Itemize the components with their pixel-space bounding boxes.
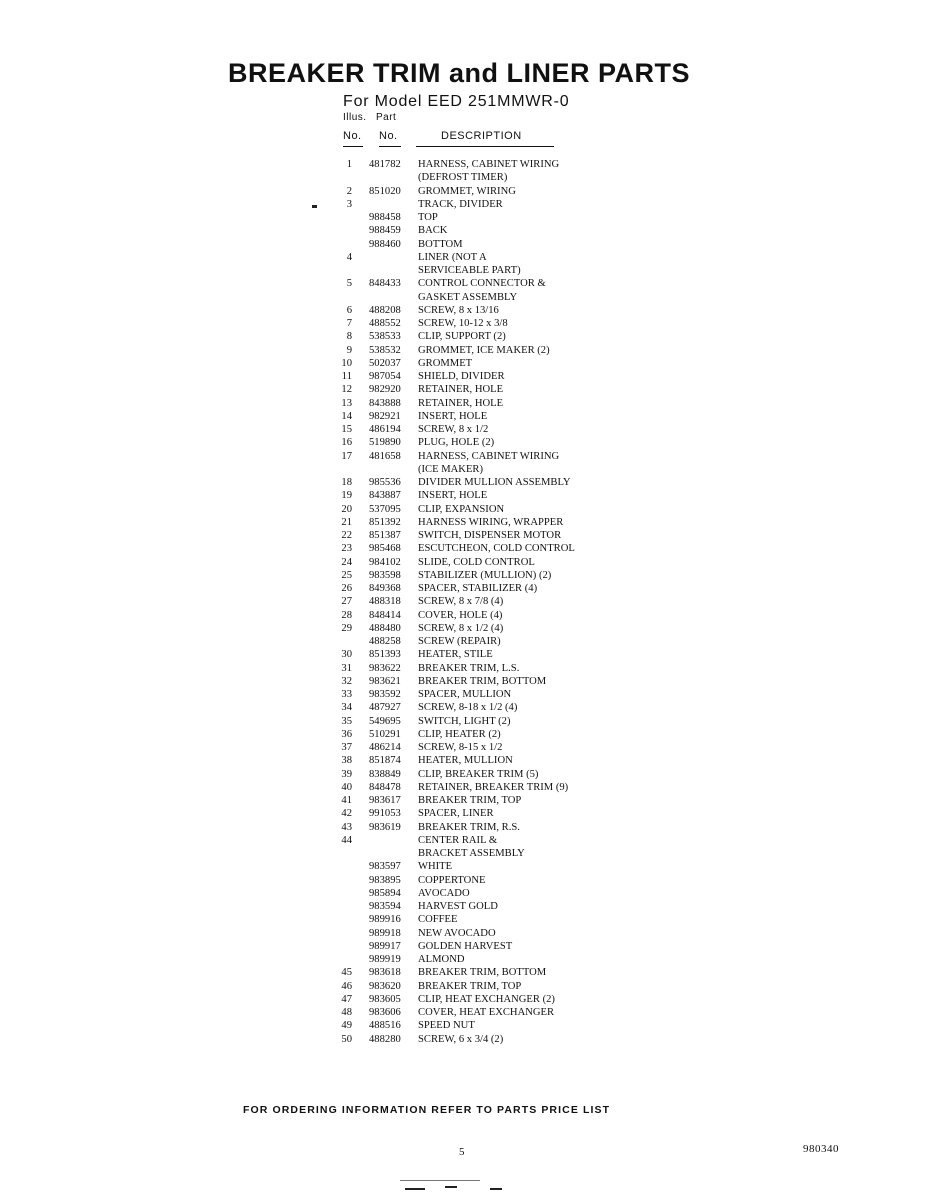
part-description: SCREW, 6 x 3/4 (2) xyxy=(418,1033,504,1045)
part-number: 549695 xyxy=(369,715,401,727)
part-description: SCREW, 8 x 13/16 xyxy=(418,304,499,316)
part-description: GOLDEN HARVEST xyxy=(418,940,513,952)
part-number: 851387 xyxy=(369,530,401,541)
parts-row xyxy=(336,423,636,436)
parts-row xyxy=(336,1019,636,1032)
parts-row xyxy=(336,476,636,489)
part-description: CLIP, EXPANSION xyxy=(418,503,505,515)
header-rule-illus xyxy=(343,146,363,147)
part-number: 988459 xyxy=(369,225,401,237)
item-number: 20 xyxy=(341,503,352,515)
parts-row xyxy=(336,927,636,940)
item-number: 42 xyxy=(341,808,352,820)
item-number: 2 xyxy=(346,185,352,197)
parts-row xyxy=(336,966,636,979)
parts-row xyxy=(336,860,636,873)
part-description: BACK xyxy=(418,225,448,237)
item-number: 14 xyxy=(341,410,352,422)
parts-row xyxy=(336,953,636,966)
parts-row xyxy=(336,291,636,304)
header-rule-part xyxy=(379,146,401,147)
parts-row xyxy=(336,913,636,926)
ordering-note: FOR ORDERING INFORMATION REFER TO PARTS PRICE LIST xyxy=(243,1104,611,1116)
scan-dash-line xyxy=(400,1180,480,1181)
part-number: 843887 xyxy=(369,490,401,502)
part-number: 983598 xyxy=(369,569,401,581)
part-number: 983622 xyxy=(369,662,401,674)
part-number: 538532 xyxy=(369,344,401,356)
part-number: 982921 xyxy=(369,410,401,422)
parts-row xyxy=(336,450,636,463)
page-number: 5 xyxy=(459,1146,465,1158)
item-number: 7 xyxy=(346,318,352,329)
parts-row xyxy=(336,847,636,860)
parts-row xyxy=(336,834,636,847)
parts-row xyxy=(336,436,636,449)
part-description: SCREW (REPAIR) xyxy=(418,636,501,647)
part-number: 983895 xyxy=(369,874,401,886)
page-title: BREAKER TRIM and LINER PARTS xyxy=(228,58,691,88)
item-number: 44 xyxy=(341,834,352,846)
part-description: SPACER, STABILIZER (4) xyxy=(418,583,538,594)
item-number: 6 xyxy=(346,304,352,316)
parts-row xyxy=(336,980,636,993)
parts-row xyxy=(336,582,636,595)
item-number: 49 xyxy=(341,1020,352,1032)
part-description: HEATER, STILE xyxy=(418,649,493,661)
part-number: 983597 xyxy=(369,861,401,873)
item-number: 26 xyxy=(341,583,352,594)
parts-row xyxy=(336,357,636,370)
part-description: SCREW, 8 x 7/8 (4) xyxy=(418,596,504,608)
item-number: 41 xyxy=(341,795,352,806)
part-number: 983594 xyxy=(369,901,401,912)
part-number: 487927 xyxy=(369,702,401,714)
item-number: 22 xyxy=(341,530,352,541)
parts-row xyxy=(336,754,636,767)
parts-row xyxy=(336,728,636,741)
item-number: 28 xyxy=(341,609,352,621)
parts-row xyxy=(336,715,636,728)
parts-row xyxy=(336,688,636,701)
parts-row xyxy=(336,768,636,781)
item-number: 18 xyxy=(341,477,352,488)
parts-row xyxy=(336,304,636,317)
item-number: 29 xyxy=(341,622,352,634)
part-number: 985536 xyxy=(369,477,401,488)
part-number: 848414 xyxy=(369,609,401,621)
parts-row xyxy=(336,821,636,834)
part-number: 488516 xyxy=(369,1020,401,1032)
parts-row xyxy=(336,794,636,807)
part-description: LINER (NOT A xyxy=(418,251,487,263)
part-description: SWITCH, DISPENSER MOTOR xyxy=(418,530,562,541)
part-number: 983592 xyxy=(369,689,401,700)
model-subtitle: For Model EED 251MMWR-0 xyxy=(343,93,570,110)
parts-row xyxy=(336,397,636,410)
part-number: 989917 xyxy=(369,940,401,952)
part-number: 983618 xyxy=(369,967,401,979)
item-number: 4 xyxy=(346,251,352,263)
item-number: 43 xyxy=(341,821,352,833)
part-number: 983621 xyxy=(369,675,401,687)
part-description: CLIP, BREAKER TRIM (5) xyxy=(418,768,539,780)
part-description: SCREW, 8-18 x 1/2 (4) xyxy=(418,702,518,714)
parts-row xyxy=(336,171,636,184)
part-description: NEW AVOCADO xyxy=(418,927,496,939)
item-number: 15 xyxy=(341,424,352,435)
part-description: ESCUTCHEON, COLD CONTROL xyxy=(418,543,575,555)
part-description: SCREW, 8 x 1/2 xyxy=(418,424,489,435)
part-number: 987054 xyxy=(369,371,401,382)
parts-row xyxy=(336,370,636,383)
part-description: BOTTOM xyxy=(418,238,463,250)
item-number: 19 xyxy=(341,490,352,502)
part-description: RETAINER, HOLE xyxy=(418,384,504,396)
part-description: BREAKER TRIM, TOP xyxy=(418,795,522,806)
part-number: 985468 xyxy=(369,543,401,555)
parts-list xyxy=(336,158,636,1046)
item-number: 36 xyxy=(341,728,352,740)
item-number: 35 xyxy=(341,715,352,727)
parts-row xyxy=(336,569,636,582)
part-number: 983605 xyxy=(369,993,401,1005)
parts-row xyxy=(336,185,636,198)
parts-row xyxy=(336,542,636,555)
part-number: 481782 xyxy=(369,159,401,170)
part-description: HARNESS, CABINET WIRING xyxy=(418,450,560,462)
parts-row xyxy=(336,198,636,211)
part-description: (ICE MAKER) xyxy=(418,463,484,475)
item-number: 13 xyxy=(341,397,352,409)
part-description: RETAINER, BREAKER TRIM (9) xyxy=(418,781,569,793)
part-description: PLUG, HOLE (2) xyxy=(418,437,495,449)
part-description: AVOCADO xyxy=(418,887,470,899)
part-number: 488552 xyxy=(369,318,401,329)
parts-row xyxy=(336,662,636,675)
part-number: 488318 xyxy=(369,596,401,608)
parts-row xyxy=(336,609,636,622)
part-number: 983619 xyxy=(369,821,401,833)
parts-row xyxy=(336,675,636,688)
part-number: 989916 xyxy=(369,914,401,926)
parts-row xyxy=(336,224,636,237)
part-description: HARVEST GOLD xyxy=(418,901,498,912)
item-number: 8 xyxy=(346,331,352,343)
part-number: 838849 xyxy=(369,768,401,780)
part-description: COVER, HEAT EXCHANGER xyxy=(418,1007,555,1018)
part-description: SWITCH, LIGHT (2) xyxy=(418,715,511,727)
part-description: DIVIDER MULLION ASSEMBLY xyxy=(418,477,571,488)
part-description: SPACER, LINER xyxy=(418,808,494,820)
part-number: 519890 xyxy=(369,437,401,449)
part-number: 538533 xyxy=(369,331,401,343)
item-number: 34 xyxy=(341,702,352,714)
part-description: ALMOND xyxy=(418,954,465,965)
part-description: SCREW, 10-12 x 3/8 xyxy=(418,318,508,329)
part-description: GASKET ASSEMBLY xyxy=(418,291,518,303)
part-description: SPEED NUT xyxy=(418,1020,475,1032)
header-part-no: No. xyxy=(379,130,398,142)
part-number: 486214 xyxy=(369,742,401,753)
part-number: 848478 xyxy=(369,781,401,793)
part-description: GROMMET, ICE MAKER (2) xyxy=(418,344,550,356)
part-description: BREAKER TRIM, TOP xyxy=(418,980,522,992)
header-description: DESCRIPTION xyxy=(441,130,522,142)
parts-row xyxy=(336,781,636,794)
parts-row xyxy=(336,807,636,820)
part-number: 849368 xyxy=(369,583,401,594)
item-number: 33 xyxy=(341,689,352,700)
item-number: 17 xyxy=(341,450,352,462)
parts-row xyxy=(336,330,636,343)
parts-row xyxy=(336,383,636,396)
scan-mark xyxy=(445,1186,457,1188)
part-number: 991053 xyxy=(369,808,401,820)
parts-row xyxy=(336,317,636,330)
header-illus-no: No. xyxy=(343,130,362,142)
part-number: 848433 xyxy=(369,278,401,290)
item-number: 46 xyxy=(341,980,352,992)
item-number: 32 xyxy=(341,675,352,687)
part-number: 488208 xyxy=(369,304,401,316)
part-number: 983606 xyxy=(369,1007,401,1018)
item-number: 27 xyxy=(341,596,352,608)
part-number: 488280 xyxy=(369,1033,401,1045)
item-number: 9 xyxy=(346,344,352,356)
item-number: 10 xyxy=(341,357,352,369)
part-number: 989918 xyxy=(369,927,401,939)
parts-row xyxy=(336,648,636,661)
parts-row xyxy=(336,993,636,1006)
header-illus: Illus. xyxy=(343,112,367,123)
part-number: 502037 xyxy=(369,357,401,369)
part-description: BRACKET ASSEMBLY xyxy=(418,848,525,859)
part-number: 843888 xyxy=(369,397,401,409)
part-number: 984102 xyxy=(369,556,401,568)
parts-row xyxy=(336,887,636,900)
item-number: 39 xyxy=(341,768,352,780)
part-number: 988460 xyxy=(369,238,401,250)
part-number: 488480 xyxy=(369,622,401,634)
item-number: 50 xyxy=(341,1033,352,1045)
part-description: GROMMET xyxy=(418,357,473,369)
parts-row xyxy=(336,503,636,516)
part-number: 989919 xyxy=(369,954,401,965)
parts-row xyxy=(336,158,636,171)
part-number: 851393 xyxy=(369,649,401,661)
parts-row xyxy=(336,595,636,608)
parts-row xyxy=(336,410,636,423)
part-description: COFFEE xyxy=(418,914,458,926)
part-description: INSERT, HOLE xyxy=(418,490,488,502)
part-description: BREAKER TRIM, R.S. xyxy=(418,821,520,833)
part-description: SLIDE, COLD CONTROL xyxy=(418,556,535,568)
part-description: SPACER, MULLION xyxy=(418,689,512,700)
part-description: CLIP, SUPPORT (2) xyxy=(418,331,506,343)
part-description: BREAKER TRIM, BOTTOM xyxy=(418,675,547,687)
item-number: 40 xyxy=(341,781,352,793)
header-part: Part xyxy=(376,112,397,123)
parts-row xyxy=(336,900,636,913)
item-number: 47 xyxy=(341,993,352,1005)
part-description: WHITE xyxy=(418,861,453,873)
item-number: 16 xyxy=(341,437,352,449)
item-number: 45 xyxy=(341,967,352,979)
part-number: 851020 xyxy=(369,185,401,197)
parts-row xyxy=(336,277,636,290)
part-description: COPPERTONE xyxy=(418,874,486,886)
document-code: 980340 xyxy=(803,1143,839,1155)
part-number: 988458 xyxy=(369,212,401,223)
part-number: 486194 xyxy=(369,424,401,435)
part-number: 481658 xyxy=(369,450,401,462)
part-description: SERVICEABLE PART) xyxy=(418,265,521,276)
parts-row xyxy=(336,264,636,277)
scan-mark xyxy=(490,1188,502,1190)
item-number: 38 xyxy=(341,755,352,767)
part-description: SHIELD, DIVIDER xyxy=(418,371,505,382)
part-description: RETAINER, HOLE xyxy=(418,397,504,409)
parts-row xyxy=(336,251,636,264)
part-number: 488258 xyxy=(369,636,401,647)
item-number: 23 xyxy=(341,543,352,555)
item-number: 5 xyxy=(346,278,352,290)
parts-row xyxy=(336,940,636,953)
item-number: 11 xyxy=(341,371,352,382)
part-description: BREAKER TRIM, L.S. xyxy=(418,662,520,674)
part-number: 537095 xyxy=(369,503,401,515)
part-description: HARNESS, CABINET WIRING xyxy=(418,159,560,170)
part-description: INSERT, HOLE xyxy=(418,410,488,422)
parts-row xyxy=(336,516,636,529)
parts-row xyxy=(336,489,636,502)
item-number: 1 xyxy=(346,159,352,170)
part-number: 982920 xyxy=(369,384,401,396)
item-number: 3 xyxy=(346,198,352,210)
parts-row xyxy=(336,622,636,635)
item-number: 25 xyxy=(341,569,352,581)
part-description: CONTROL CONNECTOR & xyxy=(418,278,546,290)
part-description: HARNESS WIRING, WRAPPER xyxy=(418,516,564,528)
parts-row xyxy=(336,238,636,251)
parts-row xyxy=(336,701,636,714)
part-description: CLIP, HEATER (2) xyxy=(418,728,501,740)
part-number: 983617 xyxy=(369,795,401,806)
parts-row xyxy=(336,635,636,648)
parts-row xyxy=(336,211,636,224)
part-description: COVER, HOLE (4) xyxy=(418,609,503,621)
part-number: 851392 xyxy=(369,516,401,528)
part-description: TOP xyxy=(418,212,438,223)
header-rule-desc xyxy=(416,146,554,147)
part-description: STABILIZER (MULLION) (2) xyxy=(418,569,552,581)
item-number: 48 xyxy=(341,1007,352,1018)
part-description: GROMMET, WIRING xyxy=(418,185,516,197)
item-number: 21 xyxy=(341,516,352,528)
parts-row xyxy=(336,1006,636,1019)
parts-row xyxy=(336,1033,636,1046)
parts-row xyxy=(336,556,636,569)
item-number: 24 xyxy=(341,556,352,568)
part-number: 510291 xyxy=(369,728,401,740)
part-description: SCREW, 8 x 1/2 (4) xyxy=(418,622,504,634)
parts-row xyxy=(336,463,636,476)
part-description: CENTER RAIL & xyxy=(418,834,498,846)
item-number: 30 xyxy=(341,649,352,661)
part-description: (DEFROST TIMER) xyxy=(418,172,508,184)
part-description: SCREW, 8-15 x 1/2 xyxy=(418,742,503,753)
scan-speck xyxy=(312,205,317,208)
item-number: 37 xyxy=(341,742,352,753)
part-description: BREAKER TRIM, BOTTOM xyxy=(418,967,547,979)
part-description: CLIP, HEAT EXCHANGER (2) xyxy=(418,993,555,1005)
item-number: 12 xyxy=(341,384,352,396)
item-number: 31 xyxy=(341,662,352,674)
parts-row xyxy=(336,344,636,357)
parts-row xyxy=(336,529,636,542)
part-number: 985894 xyxy=(369,887,401,899)
part-description: HEATER, MULLION xyxy=(418,755,513,767)
parts-row xyxy=(336,874,636,887)
part-description: TRACK, DIVIDER xyxy=(418,198,503,210)
part-number: 851874 xyxy=(369,755,401,767)
parts-row xyxy=(336,741,636,754)
part-number: 983620 xyxy=(369,980,401,992)
scan-mark xyxy=(405,1188,425,1190)
